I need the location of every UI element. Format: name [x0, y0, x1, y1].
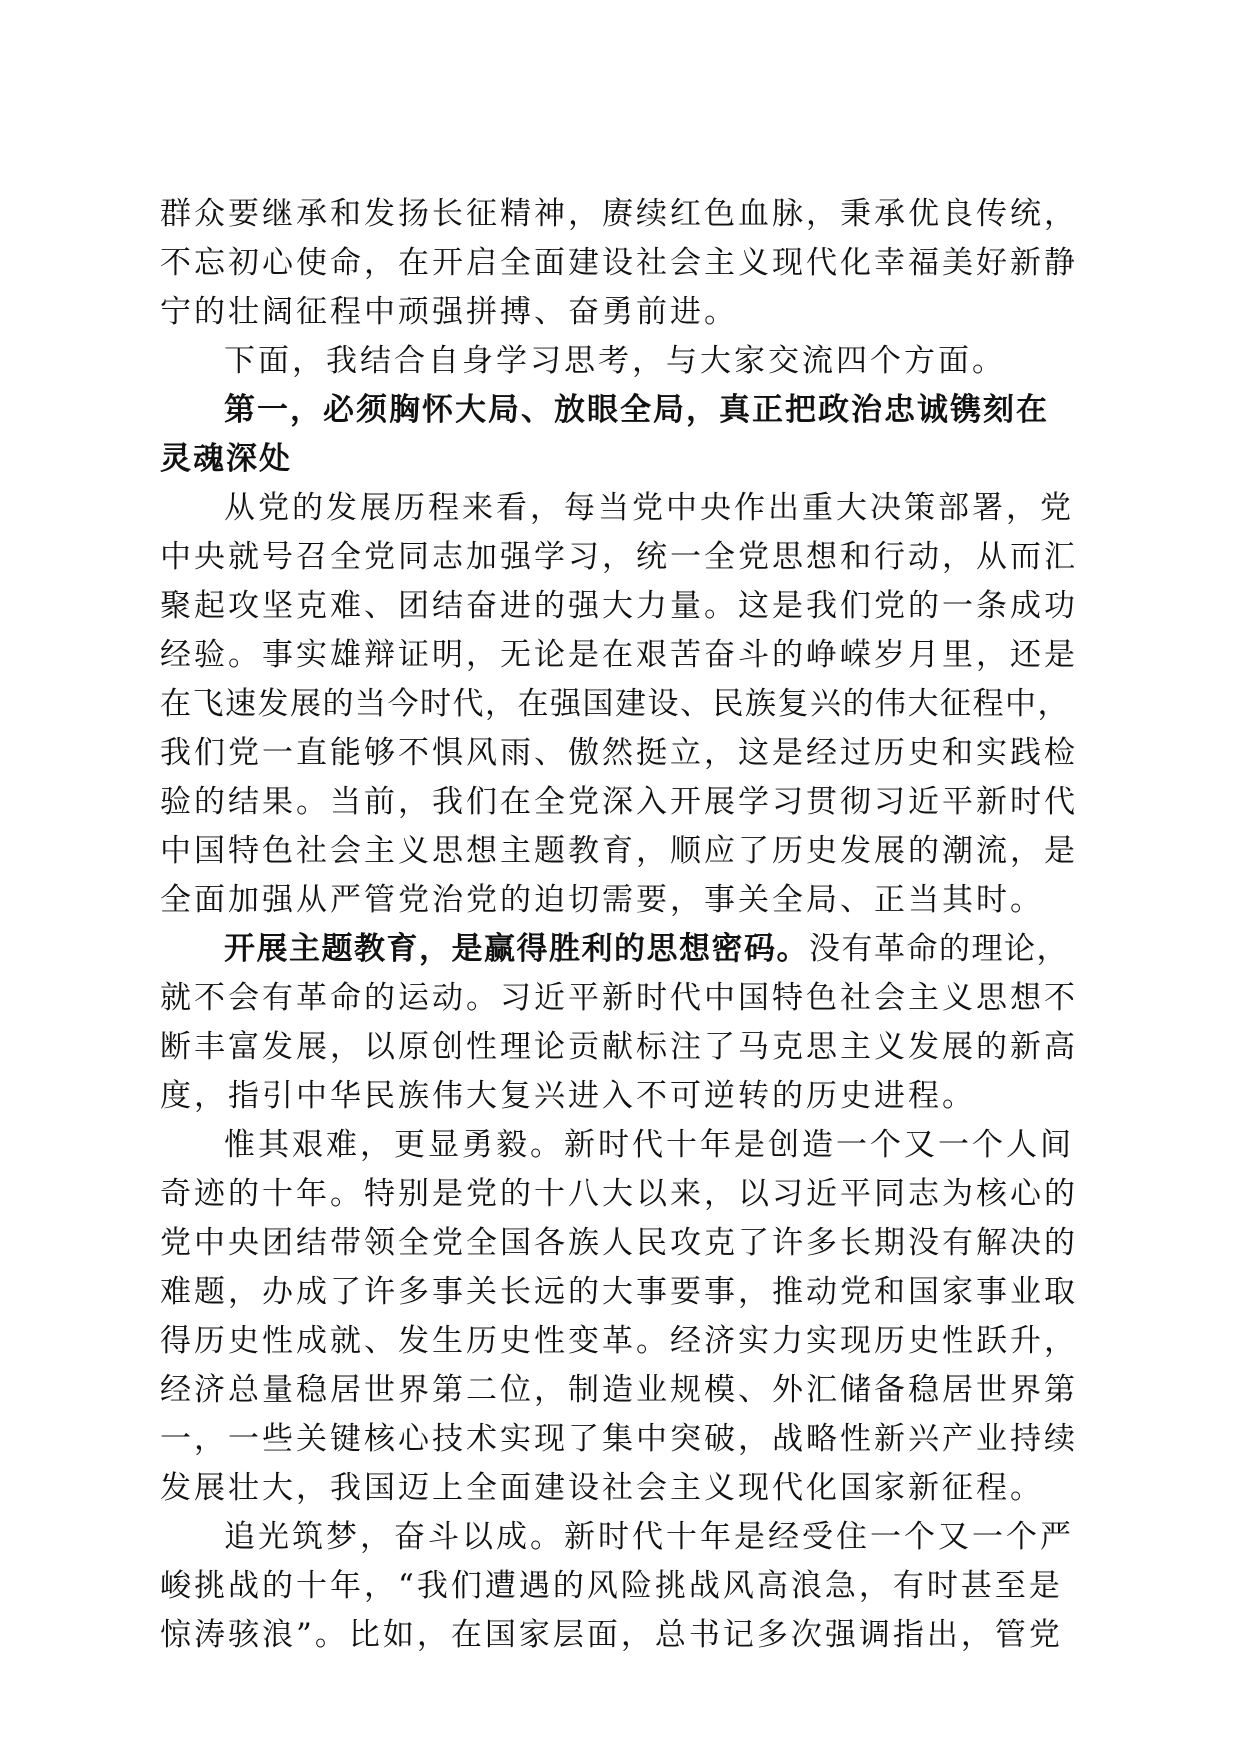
- text-line: 得历史性成就、发生历史性变革。经济实力实现历史性跃升，: [160, 1323, 1078, 1359]
- text-line: [160, 925, 1081, 974]
- text-line: 难题，办成了许多事关长远的大事要事，推动党和国家事业取: [160, 1274, 1078, 1310]
- paragraph-challenges: [160, 1513, 1081, 1660]
- heading-line: 灵魂深处: [160, 441, 292, 477]
- text-line: 惊涛骇浪”。比如，在国家层面，总书记多次强调指出，管党: [160, 1617, 1063, 1653]
- intro-paragraph: [160, 190, 1081, 337]
- text-line: 中央就号召全党同志加强学习，统一全党思想和行动，从而汇: [160, 539, 1078, 575]
- text-line: 惟其艰难，更显勇毅。新时代十年是创造一个又一个人间: [224, 1127, 1074, 1163]
- text-line: 就不会有革命的运动。习近平新时代中国特色社会主义思想不: [160, 980, 1078, 1016]
- text-line: 追光筑梦，奋斗以成。新时代十年是经受住一个又一个严: [224, 1519, 1074, 1555]
- paragraph-theme-education: [160, 925, 1081, 1121]
- text-line: 聚起攻坚克难、团结奋进的强大力量。这是我们党的一条成功: [160, 588, 1078, 624]
- paragraph-decade-achievements: [160, 1121, 1081, 1513]
- text-line: 群众要继承和发扬长征精神，赓续红色血脉，秉承优良传统，: [160, 196, 1078, 232]
- text-line: 全面加强从严管党治党的迫切需要，事关全局、正当其时。: [160, 882, 1044, 918]
- bold-lead-sentence: 开展主题教育，是赢得胜利的思想密码。: [224, 931, 809, 967]
- text-line: 在飞速发展的当今时代，在强国建设、民族复兴的伟大征程中，: [160, 686, 1070, 722]
- text-line: 从党的发展历程来看，每当党中央作出重大决策部署，党: [224, 490, 1074, 526]
- text-line: 断丰富发展，以原创性理论贡献标注了马克思主义发展的新高: [160, 1029, 1078, 1065]
- text-line: 不忘初心使命，在开启全面建设社会主义现代化幸福美好新静: [160, 245, 1078, 281]
- text-line: 度，指引中华民族伟大复兴进入不可逆转的历史进程。: [160, 1078, 976, 1114]
- heading-line: 第一，必须胸怀大局、放眼全局，真正把政治忠诚镌刻在: [224, 392, 1049, 428]
- text-line: 经济总量稳居世界第二位，制造业规模、外汇储备稳居世界第: [160, 1372, 1078, 1408]
- text-line: 宁的壮阔征程中顽强拼搏、奋勇前进。: [160, 294, 738, 330]
- text-line: 经验。事实雄辩证明，无论是在艰苦奋斗的峥嵘岁月里，还是: [160, 637, 1078, 673]
- text-line: 党中央团结带领全党全国各族人民攻克了许多长期没有解决的: [160, 1225, 1078, 1261]
- section-heading: [160, 386, 1081, 484]
- text-line: 峻挑战的十年，“我们遭遇的风险挑战风高浪急，有时甚至是: [160, 1568, 1063, 1604]
- text-line: 验的结果。当前，我们在全党深入开展学习贯彻习近平新时代: [160, 784, 1078, 820]
- paragraph-party-history: [160, 484, 1081, 925]
- lead-continuation: 没有革命的理论，: [809, 931, 1069, 967]
- text-line: 中国特色社会主义思想主题教育，顺应了历史发展的潮流，是: [160, 833, 1078, 869]
- text-line: 发展壮大，我国迈上全面建设社会主义现代化国家新征程。: [160, 1470, 1044, 1506]
- text-line: 我们党一直能够不惧风雨、傲然挺立，这是经过历史和实践检: [160, 735, 1078, 771]
- transition-paragraph: 下面，我结合自身学习思考，与大家交流四个方面。: [224, 343, 1006, 379]
- text-line: 一，一些关键核心技术实现了集中突破，战略性新兴产业持续: [160, 1421, 1078, 1457]
- text-line: 奇迹的十年。特别是党的十八大以来，以习近平同志为核心的: [160, 1176, 1078, 1212]
- document-body: [160, 190, 1081, 1660]
